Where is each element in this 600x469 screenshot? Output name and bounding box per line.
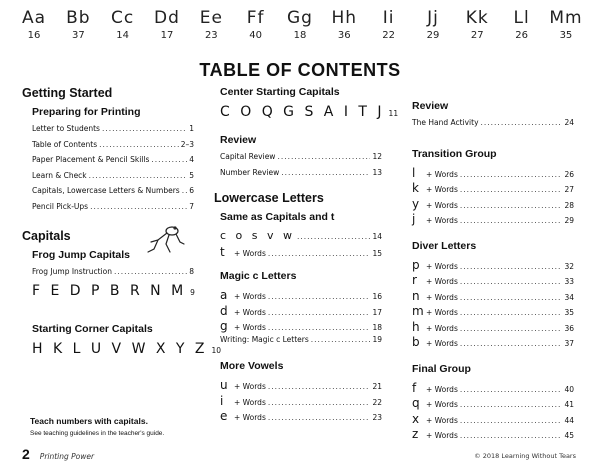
alphabet-letters: Jj — [427, 8, 439, 28]
leader-dots — [460, 293, 563, 302]
leader-dots — [311, 335, 371, 344]
toc-entry[interactable] — [220, 378, 382, 394]
alphabet-count: 14 — [116, 30, 130, 41]
toc-entry-page: 19 — [372, 334, 382, 344]
toc-column-3 — [412, 100, 574, 443]
alphabet-cell — [58, 8, 98, 41]
toc-entry-page: 12 — [372, 152, 382, 161]
toc-entry-page: 35 — [564, 308, 574, 317]
toc-entry-page: 11 — [388, 109, 399, 118]
subsection-heading: Same as Capitals and t — [220, 211, 335, 223]
section-heading: Lowercase Letters — [214, 191, 324, 205]
alphabet-cell — [280, 8, 320, 41]
toc-entry[interactable] — [412, 166, 574, 182]
toc-entry-label: Frog Jump Instruction — [32, 267, 112, 276]
subsection-heading: Preparing for Printing — [32, 106, 141, 118]
toc-entry-page: 34 — [564, 292, 574, 302]
alphabet-letters: Aa — [21, 8, 47, 28]
leader-dots — [281, 168, 370, 177]
toc-entry-label: + Words — [426, 216, 458, 225]
toc-entry[interactable] — [412, 396, 574, 412]
toc-entry-label: + Words — [234, 248, 266, 258]
toc-entry-label: + Words — [234, 413, 266, 422]
letter-glyph: i — [220, 393, 224, 408]
toc-entry[interactable] — [220, 304, 382, 320]
toc-entry-page: 10 — [211, 345, 222, 355]
toc-entry-label: + Words — [426, 200, 458, 210]
toc-entry-label: The Hand Activity — [412, 118, 479, 127]
letter-glyph: k — [412, 181, 419, 195]
toc-entry-page: 17 — [372, 307, 382, 317]
toc-entry[interactable] — [412, 258, 574, 274]
leader-dots — [460, 308, 563, 317]
leader-dots — [460, 262, 563, 271]
toc-entry-page: 7 — [189, 201, 194, 211]
toc-entry-label: Capitals, Lowercase Letters & Numbers — [32, 186, 180, 195]
alphabet-count: 17 — [160, 30, 174, 41]
alphabet-letters: Ll — [513, 8, 530, 28]
toc-entry-page: 40 — [564, 384, 574, 394]
leader-dots — [460, 201, 563, 210]
toc-entry[interactable] — [412, 181, 574, 197]
toc-entry-label: + Words — [426, 400, 458, 409]
toc-entry-page: 28 — [564, 200, 574, 210]
toc-entry-page: 21 — [372, 382, 382, 391]
toc-entry-page: 27 — [564, 185, 574, 194]
toc-entry-label: + Words — [426, 431, 458, 440]
toc-entry[interactable] — [412, 118, 574, 134]
page-footer — [22, 446, 94, 462]
alphabet-cell — [14, 8, 54, 41]
toc-entry-label: Pencil Pick-Ups — [32, 201, 89, 211]
toc-entry[interactable] — [32, 186, 194, 202]
copyright: © 2018 Learning Without Tears — [474, 452, 576, 460]
leader-dots — [268, 382, 371, 391]
leader-dots — [90, 202, 187, 211]
leader-dots — [182, 186, 188, 195]
toc-entry[interactable] — [220, 168, 382, 184]
toc-entry-page: 14 — [372, 232, 382, 241]
letter-glyph: g — [220, 319, 228, 333]
page-title: TABLE OF CONTENTS — [199, 60, 401, 80]
leader-dots — [460, 170, 563, 179]
toc-entry[interactable] — [220, 104, 399, 124]
toc-entry-page: 36 — [564, 323, 574, 333]
toc-entry[interactable] — [32, 140, 194, 156]
letter-sequence: c o s v w — [220, 229, 296, 242]
leader-dots — [277, 152, 370, 161]
toc-entry-page: 5 — [189, 170, 194, 180]
alphabet-count: 37 — [71, 30, 85, 41]
leader-dots — [268, 398, 371, 407]
subsection-heading: Transition Group — [412, 147, 497, 160]
toc-entry[interactable] — [220, 229, 382, 245]
subsection-heading: Magic c Letters — [220, 270, 297, 282]
letter-glyph: e — [220, 409, 228, 423]
toc-entry-label: + Words — [426, 277, 458, 286]
toc-entry-page: 29 — [564, 216, 574, 225]
toc-entry-page: 4 — [189, 155, 194, 164]
alphabet-cell — [191, 8, 231, 41]
toc-entry-label: Capital Review — [220, 152, 276, 161]
letter-sequence: H K L U V W X Y Z — [32, 340, 208, 357]
toc-entry-label: Learn & Check — [32, 170, 87, 180]
toc-entry-page: 26 — [564, 169, 574, 179]
letter-glyph: b — [412, 335, 420, 349]
letter-glyph: h — [412, 319, 420, 334]
toc-entry-page: 37 — [564, 339, 574, 348]
leader-dots — [460, 277, 563, 286]
leader-dots — [102, 124, 187, 133]
book-title: Printing Power — [39, 452, 95, 461]
alphabet-cell — [103, 8, 143, 41]
leader-dots — [268, 308, 371, 317]
section-heading: Capitals — [22, 229, 71, 243]
leader-dots — [460, 400, 563, 409]
leader-dots — [297, 232, 370, 241]
toc-entry[interactable] — [32, 267, 194, 283]
toc-entry-page: 41 — [564, 400, 574, 409]
letter-glyph: p — [412, 257, 420, 272]
toc-entry-label: Paper Placement & Pencil Skills — [32, 155, 150, 164]
alphabet-letters: Kk — [465, 8, 489, 28]
alphabet-letters: Ii — [382, 8, 395, 28]
leader-dots — [114, 267, 187, 276]
toc-entry-label: Writing: Magic c Letters — [220, 334, 309, 344]
letter-sequence: C O Q G S A I T J — [220, 104, 385, 120]
toc-entry-label: Table of Contents — [32, 139, 98, 149]
leader-dots — [460, 385, 563, 394]
toc-entry-page: 16 — [372, 292, 382, 301]
toc-entry-page: 2–3 — [180, 139, 194, 149]
letter-glyph: j — [412, 212, 416, 226]
leader-dots — [460, 339, 563, 348]
subsection-heading: Center Starting Capitals — [220, 86, 340, 98]
toc-entry-page: 22 — [372, 397, 382, 407]
toc-entry-page: 6 — [189, 186, 194, 195]
toc-entry-label: + Words — [234, 397, 266, 407]
subsection-heading: Final Group — [412, 362, 471, 375]
alphabet-count: 35 — [559, 30, 573, 41]
subsection-heading: Review — [220, 134, 257, 146]
toc-entry-label: Number Review — [220, 167, 280, 177]
letter-sequence: F E D P B R N M — [32, 282, 187, 299]
toc-entry-label: + Words — [426, 415, 458, 425]
toc-entry-label: + Words — [426, 169, 458, 179]
alphabet-count: 29 — [426, 30, 440, 41]
toc-entry-label: + Words — [234, 323, 266, 332]
leader-dots — [460, 185, 563, 194]
section-heading: Getting Started — [22, 86, 113, 100]
leader-dots — [460, 216, 563, 225]
toc-entry[interactable] — [412, 427, 574, 443]
alphabet-letters: Hh — [331, 8, 358, 28]
toc-entry[interactable] — [32, 171, 194, 187]
toc-entry-page: 8 — [189, 267, 194, 276]
toc-entry-label: + Words — [234, 382, 266, 391]
toc-entry[interactable] — [220, 394, 382, 410]
subsection-heading: Starting Corner Capitals — [32, 322, 153, 335]
toc-entry-label: + Words — [234, 292, 266, 301]
subsection-heading: Frog Jump Capitals — [32, 249, 131, 261]
toc-entry[interactable] — [220, 152, 382, 168]
letter-glyph: y — [412, 196, 420, 211]
letter-glyph: r — [412, 273, 417, 287]
toc-entry[interactable] — [220, 409, 382, 425]
alphabet-letters: Dd — [154, 8, 180, 28]
alphabet-cell — [502, 8, 542, 41]
toc-entry[interactable] — [32, 340, 222, 361]
letter-glyph: l — [412, 165, 416, 180]
letter-glyph: u — [220, 378, 228, 392]
leader-dots — [460, 431, 563, 440]
teaching-note-detail: See teaching guidelines in the teacher's guide. — [30, 430, 165, 437]
teaching-note — [30, 416, 164, 437]
toc-entry[interactable] — [220, 288, 382, 304]
toc-entry-page: 23 — [372, 413, 382, 422]
alphabet-count: 18 — [293, 30, 307, 41]
alphabet-cell — [147, 8, 187, 41]
leader-dots — [460, 324, 563, 333]
alphabet-count: 23 — [204, 30, 218, 41]
toc-entry-page: 45 — [564, 431, 574, 440]
letter-glyph: x — [412, 411, 420, 426]
toc-entry-page: 13 — [372, 167, 382, 177]
toc-entry[interactable] — [412, 197, 574, 213]
alphabet-count: 40 — [249, 30, 262, 41]
toc-entry-label: + Words — [234, 307, 266, 317]
toc-entry-page: 24 — [564, 118, 574, 127]
leader-dots — [268, 413, 371, 422]
toc-entry[interactable] — [412, 412, 574, 428]
alphabet-letters: Ee — [199, 8, 223, 28]
alphabet-cell — [457, 8, 497, 41]
toc-entry-page: 9 — [190, 287, 195, 297]
toc-entry[interactable] — [412, 212, 574, 228]
letter-glyph: q — [412, 396, 420, 410]
letter-glyph: m — [412, 304, 424, 318]
leader-dots — [268, 323, 371, 332]
alphabet-letters: Cc — [111, 8, 135, 28]
alphabet-count: 36 — [337, 30, 351, 41]
alphabet-count: 26 — [515, 30, 528, 41]
alphabet-cell — [324, 8, 364, 41]
letter-glyph: n — [412, 288, 420, 303]
alphabet-cell — [369, 8, 409, 41]
toc-entry[interactable] — [412, 381, 574, 397]
letter-glyph: d — [220, 303, 228, 318]
alphabet-count: 22 — [382, 30, 395, 41]
toc-entry-label: + Words — [426, 185, 458, 194]
alphabet-letters: Bb — [66, 8, 91, 28]
toc-entry-page: 32 — [564, 261, 574, 271]
alphabet-letters: Mm — [549, 8, 583, 28]
toc-entry-label: + Words — [426, 323, 458, 333]
leader-dots — [89, 171, 188, 180]
alphabet-cell — [546, 8, 586, 41]
subsection-heading: Review — [412, 100, 449, 112]
toc-entry[interactable] — [220, 319, 382, 335]
alphabet-cell — [236, 8, 276, 41]
toc-entry[interactable] — [220, 245, 382, 261]
leader-dots — [151, 155, 187, 164]
toc-entry-page: 33 — [564, 277, 574, 286]
letter-glyph: z — [412, 427, 419, 441]
leader-dots — [460, 416, 563, 425]
toc-entry[interactable] — [32, 155, 194, 171]
leader-dots — [268, 292, 371, 301]
toc-entry[interactable] — [32, 283, 194, 303]
alphabet-count: 27 — [470, 30, 484, 41]
page-number: 2 — [22, 446, 30, 462]
toc-entry-page: 18 — [372, 323, 382, 332]
toc-entry-page: 44 — [564, 415, 574, 425]
toc-entry[interactable] — [412, 304, 574, 320]
letter-glyph: a — [220, 288, 228, 302]
toc-entry-label: + Words — [426, 339, 458, 348]
toc-entry[interactable] — [220, 335, 382, 351]
frog-icon — [142, 222, 186, 258]
toc-entry-label: + Words — [426, 384, 458, 394]
leader-dots — [99, 140, 179, 149]
toc-entry-label: + Words — [426, 308, 458, 317]
alphabet-letters: Ff — [246, 8, 265, 28]
toc-entry-label: + Words — [426, 261, 458, 271]
leader-dots — [481, 118, 563, 127]
letter-glyph: f — [412, 380, 417, 395]
toc-entry-label: Letter to Students — [32, 124, 100, 133]
alphabet-strip — [14, 8, 586, 41]
toc-entry[interactable] — [32, 124, 194, 140]
teaching-note-heading: Teach numbers with capitals. — [30, 416, 148, 426]
toc-entry-page: 15 — [372, 248, 382, 258]
toc-entry[interactable] — [412, 335, 574, 351]
toc-entry[interactable] — [32, 202, 194, 218]
subsection-heading: Diver Letters — [412, 239, 477, 252]
subsection-heading: More Vowels — [220, 360, 284, 372]
toc-entry[interactable] — [412, 320, 574, 336]
alphabet-count: 16 — [27, 30, 41, 41]
letter-glyph: t — [220, 244, 225, 259]
toc-entry[interactable] — [412, 289, 574, 305]
toc-entry[interactable] — [412, 273, 574, 289]
alphabet-cell — [413, 8, 453, 41]
leader-dots — [268, 249, 371, 258]
alphabet-letters: Gg — [286, 8, 313, 28]
toc-entry-page: 1 — [189, 124, 194, 133]
toc-entry-label: + Words — [426, 292, 458, 302]
